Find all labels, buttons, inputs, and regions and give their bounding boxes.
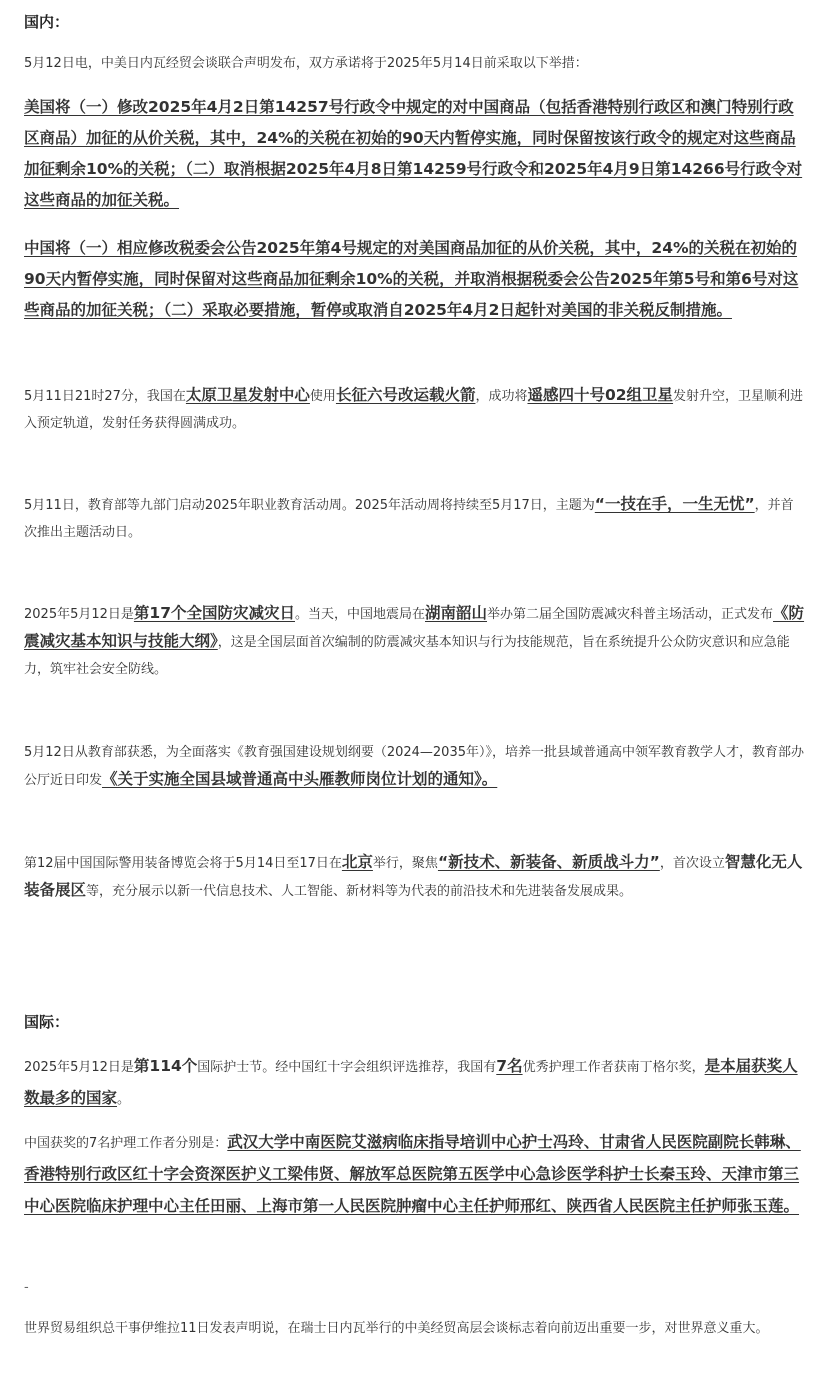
text-run: 举办第二届全国防震减灾科普主场活动，正式发布 (487, 607, 774, 622)
separator-dash: - (24, 1280, 29, 1295)
winner-count: 7名 (496, 1057, 523, 1075)
text-run: ，首次设立 (659, 856, 725, 871)
launch-center-name: 太原卫星发射中心 (185, 386, 310, 404)
paragraph-vocational-week (24, 491, 806, 546)
us-measures-text: 美国将（一）修改2025年4月2日第14257号行政令中规定的对中国商品（包括香港特别行政区和澳门特别行政区商品）加征的从价关税，其中，24%的关税在初始的90天内暂停实施，同时保留按该行政令的规定对这些商品加征剩余10%的关税；（二）取消根据2025年4月8日第14259号行政令和2025年4月9日第14266号行政令对这些商品的加征关税。 (24, 98, 803, 209)
paragraph-disaster-day (24, 600, 806, 683)
text-run: 优秀护理工作者获南丁格尔奖， (522, 1060, 705, 1075)
text-run: 等，充分展示以新一代信息技术、人工智能、新材料等为代表的前沿技术和先进装备发展成果。 (86, 884, 633, 899)
paragraph-nurse-winners (24, 1127, 806, 1223)
text-run: 5月11日21时27分，我国在 (24, 389, 186, 404)
exhibit-area-name: 智慧化无人装备展区 (24, 853, 803, 899)
text-run: 2025年5月12日是 (24, 1060, 134, 1075)
section-title-domestic: 国内： (24, 13, 70, 31)
outline-title: 《防震减灾基本知识与技能大纲》 (24, 604, 805, 650)
text-run: 5月12日从教育部获悉，为全面落实《教育强国建设规划纲要（2024—2035年）》，培养一批县域普通高中领军教育教学人才，教育部办公厅近日印发 (24, 745, 804, 788)
text-run: ，这是全国层面首次编制的防震减灾基本知识与行为技能规范，旨在系统提升公众防灾意识和应急能力，筑牢社会安全防线。 (24, 635, 790, 677)
city-name: 北京 (341, 853, 373, 871)
paragraph-us-measures (24, 92, 806, 216)
paragraph-satellite-launch (24, 382, 806, 437)
section-title-international: 国际： (24, 1013, 70, 1031)
text-run: 。 (117, 1092, 131, 1107)
paragraph-police-expo (24, 849, 806, 905)
paragraph-education-notice (24, 739, 806, 794)
winner-list: 武汉大学中南医院艾滋病临床指导培训中心护士冯玲、甘肃省人民医院副院长韩琳、香港特别行政区红十字会资深医护义工梁伟贤、解放军总医院第五医学中心急诊医学科护士长秦玉玲、天津市第三中心医院临床护理中心主任田丽、上海市第一人民医院肿瘤中心主任护师邢红、陕西省人民医院主任护师张玉莲。 (24, 1133, 801, 1215)
text-run: 中国获奖的7名护理工作者分别是： (24, 1136, 228, 1151)
notice-title: 《关于实施全国县域普通高中头雁教师岗位计划的通知》。 (102, 770, 498, 788)
text-run: 举行，聚焦 (372, 856, 438, 871)
text-run: 5月11日，教育部等九部门启动2025年职业教育活动周。2025年活动周将持续至5月17日，主题为 (24, 498, 595, 513)
rocket-name: 长征六号改运载火箭 (335, 386, 476, 404)
location-name: 湖南韶山 (425, 604, 488, 622)
china-measures-text: 中国将（一）相应修改税委会公告2025年第4号规定的对美国商品加征的从价关税，其中，24%的关税在初始的90天内暂停实施，同时保留对这些商品加征剩余10%的关税，并取消根据税委会公告2025年第5号和第6号对这些商品的加征关税；（二）采取必要措施，暂停或取消自2025年4月2日起针对美国的非关税反制措施。 (24, 239, 799, 319)
expo-theme: “新技术、新装备、新质战斗力” (437, 853, 660, 871)
text-run: 2025年5月12日是 (24, 607, 134, 622)
nurses-day-ordinal: 第114个 (133, 1057, 198, 1075)
theme-slogan: “一技在手，一生无忧” (594, 495, 755, 513)
most-winners-note: 是本届获奖人数最多的国家 (24, 1057, 798, 1107)
text-run: 。当天，中国地震局在 (294, 607, 425, 622)
text-run: ，并首次推出主题活动日。 (24, 498, 794, 540)
paragraph-wto-statement: 世界贸易组织总干事伊维拉11日发表声明说，在瑞士日内瓦举行的中美经贸高层会谈标志着向前迈出重要一步，对世界意义重大。 (24, 1321, 769, 1336)
disaster-day-name: 第17个全国防灾减灾日 (133, 604, 295, 622)
text-run: 第12届中国国际警用装备博览会将于5月14日至17日在 (24, 856, 342, 871)
paragraph-nurses-day (24, 1051, 806, 1115)
text-run: 发射升空，卫星顺利进入预定轨道，发射任务获得圆满成功。 (24, 389, 804, 431)
text-run: 国际护士节。经中国红十字会组织评选推荐，我国有 (197, 1060, 497, 1075)
text-run: ，成功将 (475, 389, 528, 404)
satellite-name: 遥感四十号02组卫星 (527, 386, 674, 404)
paragraph-china-measures (24, 233, 806, 326)
paragraph-geneva-intro: 5月12日电，中美日内瓦经贸会谈联合声明发布，双方承诺将于2025年5月14日前采取以下举措： (24, 56, 588, 71)
text-run: 使用 (309, 389, 336, 404)
